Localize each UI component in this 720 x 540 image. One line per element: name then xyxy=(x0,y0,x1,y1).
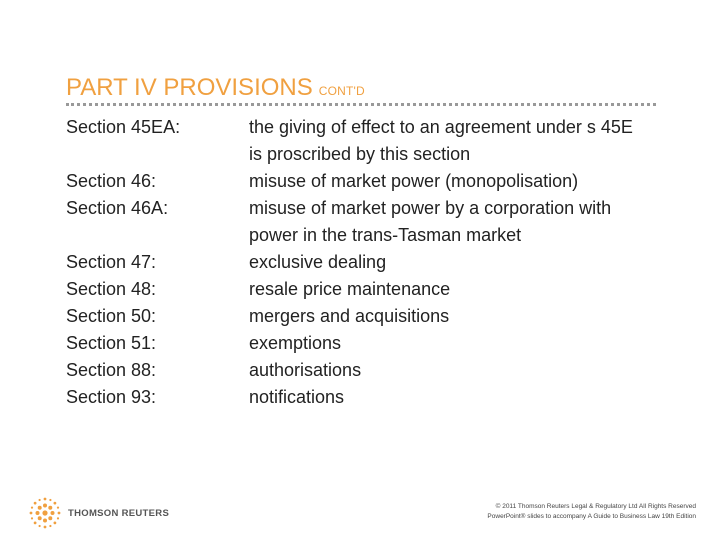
section-description: exemptions xyxy=(249,333,342,353)
section-number: Section 46A: xyxy=(66,198,169,218)
copyright-text: © 2011 Thomson Reuters Legal & Regulatory Ltd All Rights Reserved xyxy=(495,503,696,510)
logo-text: THOMSON REUTERS xyxy=(68,507,170,519)
edition-note: PowerPoint® slides to accompany A Guide to Business Law 19th Edition xyxy=(487,513,696,520)
section-description: notifications xyxy=(249,387,345,407)
slide-title-suffix: CONT'D xyxy=(318,84,365,98)
section-number: Section 50: xyxy=(66,306,157,326)
section-description: misuse of market power by a corporation with power in the trans-Tasman market xyxy=(249,198,612,245)
footer-copyright xyxy=(487,502,696,522)
section-list xyxy=(66,114,666,411)
list-item xyxy=(66,168,666,195)
section-number: Section 45EA: xyxy=(66,117,181,137)
section-description: authorisations xyxy=(249,360,362,380)
section-description: misuse of market power (monopolisation) xyxy=(249,171,579,191)
section-number: Section 47: xyxy=(66,252,157,272)
section-number: Section 51: xyxy=(66,333,157,353)
list-item xyxy=(66,114,666,168)
list-item xyxy=(66,357,666,384)
list-item xyxy=(66,276,666,303)
list-item xyxy=(66,249,666,276)
list-item xyxy=(66,330,666,357)
thomson-reuters-logo xyxy=(28,495,169,531)
title-divider xyxy=(66,103,656,106)
section-description: resale price maintenance xyxy=(249,279,451,299)
slide-title-text: PART IV PROVISIONS xyxy=(66,74,313,101)
list-item xyxy=(66,384,666,411)
list-item xyxy=(66,195,666,249)
slide-title xyxy=(66,74,365,105)
section-number: Section 88: xyxy=(66,360,157,380)
section-number: Section 48: xyxy=(66,279,157,299)
section-number: Section 93: xyxy=(66,387,157,407)
section-description: exclusive dealing xyxy=(249,252,387,272)
section-description: the giving of effect to an agreement under s 45E is proscribed by this section xyxy=(249,117,633,164)
section-number: Section 46: xyxy=(66,171,157,191)
list-item xyxy=(66,303,666,330)
thomson-reuters-dots-icon xyxy=(28,496,62,530)
section-description: mergers and acquisitions xyxy=(249,306,450,326)
